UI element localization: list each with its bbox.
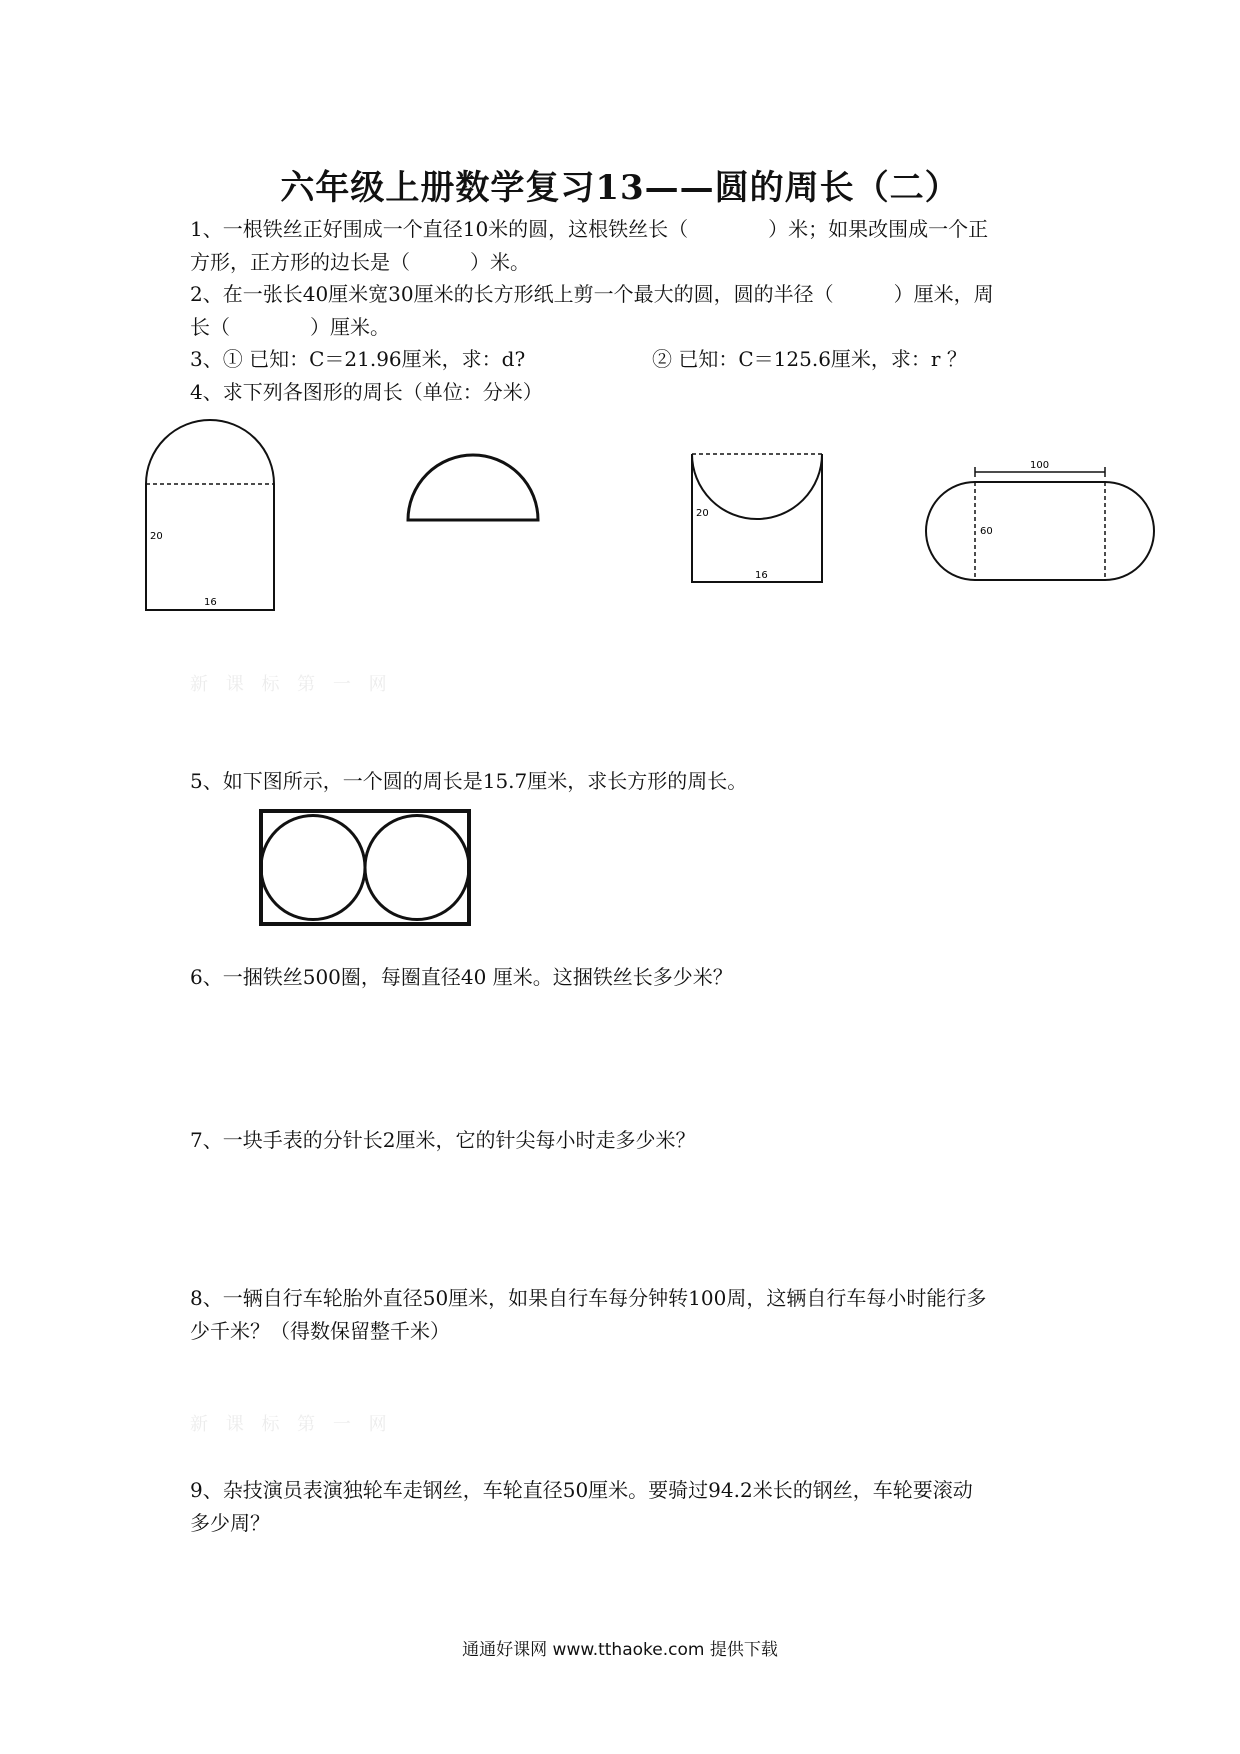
question-9-line-2: 多少周？ [190, 1511, 270, 1535]
question-9-line-1: 9、杂技演员表演独轮车走钢丝，车轮直径50厘米。要骑过94.2米长的钢丝，车轮要滚动 [190, 1478, 973, 1502]
question-5: 5、如下图所示，一个圆的周长是15.7厘米，求长方形的周长。 [190, 769, 748, 793]
question-7: 7、一块手表的分针长2厘米，它的针尖每小时走多少米？ [190, 1128, 696, 1152]
question-1 [190, 213, 1070, 279]
figure-1-width-label: 16 [204, 597, 217, 608]
figure-4-length-label: 100 [1030, 460, 1050, 471]
figure-1-height-label: 20 [150, 531, 163, 542]
question-6: 6、一捆铁丝500圈，每圈直径40 厘米。这捆铁丝长多少米？ [190, 965, 733, 989]
figure-2 [408, 455, 538, 520]
figure-4 [926, 460, 1154, 580]
question-9 [190, 1474, 1070, 1540]
question-8 [190, 1282, 1070, 1348]
watermark-1: 新 课 标 第 一 网 [190, 674, 393, 695]
question-8-line-2: 少千米？（得数保留整千米） [190, 1319, 450, 1343]
figure-1 [146, 420, 274, 610]
figure-3-height-label: 20 [696, 508, 709, 519]
question-2 [190, 278, 1070, 344]
question-4-figures [0, 410, 1240, 630]
question-4: 4、求下列各图形的周长（单位：分米） [190, 380, 543, 404]
figure-3 [692, 454, 822, 582]
figure-3-width-label: 16 [755, 570, 768, 581]
question-8-line-1: 8、一辆自行车轮胎外直径50厘米，如果自行车每分钟转100周，这辆自行车每小时能行多 [190, 1286, 987, 1310]
footer: 通通好课网 www.tthaoke.com 提供下载 [462, 1640, 778, 1660]
question-2-line-1: 2、在一张长40厘米宽30厘米的长方形纸上剪一个最大的圆，圆的半径（ ）厘米，周 [190, 282, 994, 306]
question-5-figure [255, 805, 480, 930]
question-1-line-2: 方形，正方形的边长是（ ）米。 [190, 250, 530, 274]
question-3a: 3、① 已知：C＝21.96厘米，求：d? [190, 347, 526, 371]
question-2-line-2: 长（ ）厘米。 [190, 315, 390, 339]
question-1-line-1: 1、一根铁丝正好围成一个直径10米的圆，这根铁丝长（ ）米；如果改围成一个正 [190, 217, 989, 241]
page-title: 六年级上册数学复习13——圆的周长（二） [280, 168, 960, 208]
question-3b: ② 已知：C＝125.6厘米，求：r ？ [652, 347, 967, 371]
watermark-2: 新 课 标 第 一 网 [190, 1414, 393, 1435]
figure-4-height-label: 60 [980, 526, 993, 537]
